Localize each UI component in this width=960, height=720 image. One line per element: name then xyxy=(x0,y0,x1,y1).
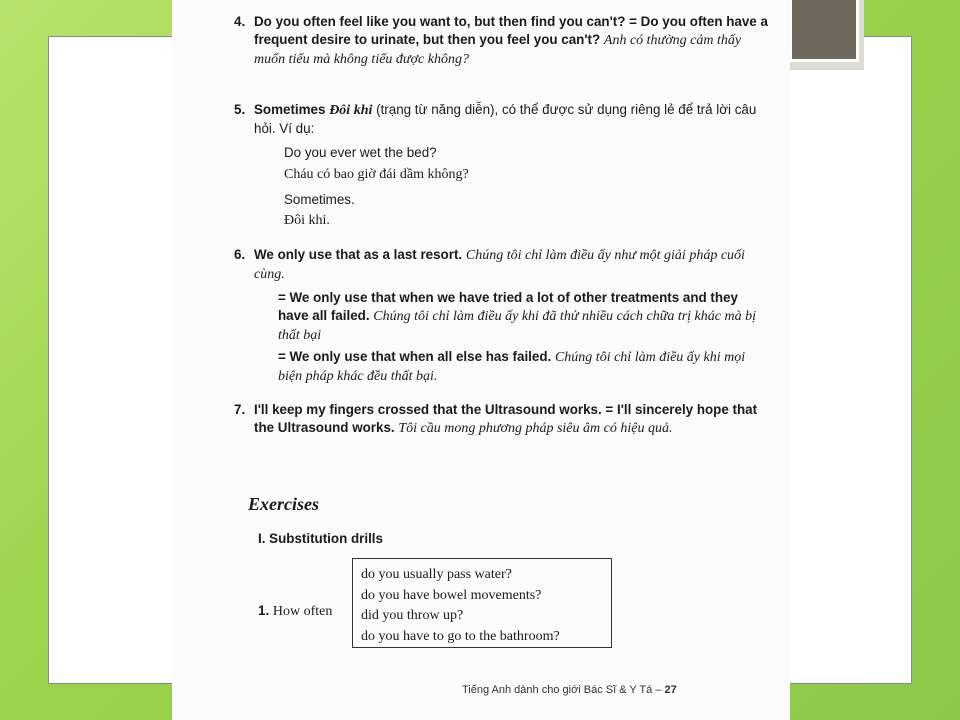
alternative-english: = We only use that when all else has failed. xyxy=(278,349,552,364)
item-number: 6. xyxy=(234,247,246,262)
scanned-page xyxy=(172,0,790,720)
item-english: Do you often feel like you want to, but then find you can't? = Do you often have a frequent desire to urinate, but then you feel you can't? xyxy=(254,14,768,47)
drill-number: 1. xyxy=(258,603,270,618)
drill-stem xyxy=(258,603,332,620)
item-vietnamese: Tôi cầu mong phương pháp siêu âm có hiệu quả. xyxy=(398,421,673,436)
item-vietnamese: Anh có thường cảm thấy muốn tiểu mà không tiểu được không? xyxy=(254,33,742,67)
drill-option: do you have to go to the bathroom? xyxy=(361,628,560,644)
page-number: 27 xyxy=(664,684,677,696)
item-description: (trạng từ năng diễn), có thể được sử dụng riêng lẻ để trả lời câu hỏi. Ví dụ: xyxy=(254,102,757,136)
alternative-vietnamese: Chúng tôi chỉ làm điều ấy khi mọi biện pháp khác đều thất bại. xyxy=(278,350,746,384)
drill-option: did you throw up? xyxy=(361,608,464,623)
item-english: Sometimes xyxy=(254,102,326,117)
item-vietnamese-term: Đôi khi xyxy=(329,103,373,118)
alternative-english: = We only use that when we have tried a lot of other treatments and they have all failed. xyxy=(278,290,738,323)
section-heading: I. Substitution drills xyxy=(258,531,383,546)
example-line: Đôi khi. xyxy=(284,213,330,228)
drill-options-box xyxy=(352,558,612,648)
item-4 xyxy=(234,13,774,69)
drill-option: do you usually pass water? xyxy=(361,567,512,582)
item-number: 7. xyxy=(234,402,246,417)
item-number: 5. xyxy=(234,102,246,117)
item-6 xyxy=(234,246,774,284)
example-line: Do you ever wet the bed? xyxy=(284,145,437,160)
item-english: We only use that as a last resort. xyxy=(254,247,463,262)
page-footer xyxy=(462,684,677,696)
corner-decoration xyxy=(782,0,864,70)
drill-option: do you have bowel movements? xyxy=(361,587,542,603)
item-6-alternative-1 xyxy=(278,289,772,345)
item-7 xyxy=(234,401,774,438)
item-vietnamese: Chúng tôi chỉ làm điều ấy như một giải pháp cuối cùng. xyxy=(254,248,745,282)
drill-stem-text: How often xyxy=(272,604,333,619)
corner-decoration-square xyxy=(789,0,859,62)
item-english: I'll keep my fingers crossed that the Ultrasound works. = I'll sincerely hope that the Ultrasound works. xyxy=(254,402,758,435)
example-line: Sometimes. xyxy=(284,192,355,207)
example-line: Cháu có bao giờ đái dầm không? xyxy=(284,167,469,182)
alternative-vietnamese: Chúng tôi chỉ làm điều ấy khi đã thử nhiều cách chữa trị khác mà bị thất bại xyxy=(278,309,756,343)
item-6-alternative-2 xyxy=(278,348,772,386)
item-number: 4. xyxy=(234,14,246,29)
footer-text: Tiếng Anh dành cho giới Bác Sĩ & Y Tá – xyxy=(462,684,662,696)
exercises-heading: Exercises xyxy=(248,494,319,514)
item-5 xyxy=(234,101,774,138)
